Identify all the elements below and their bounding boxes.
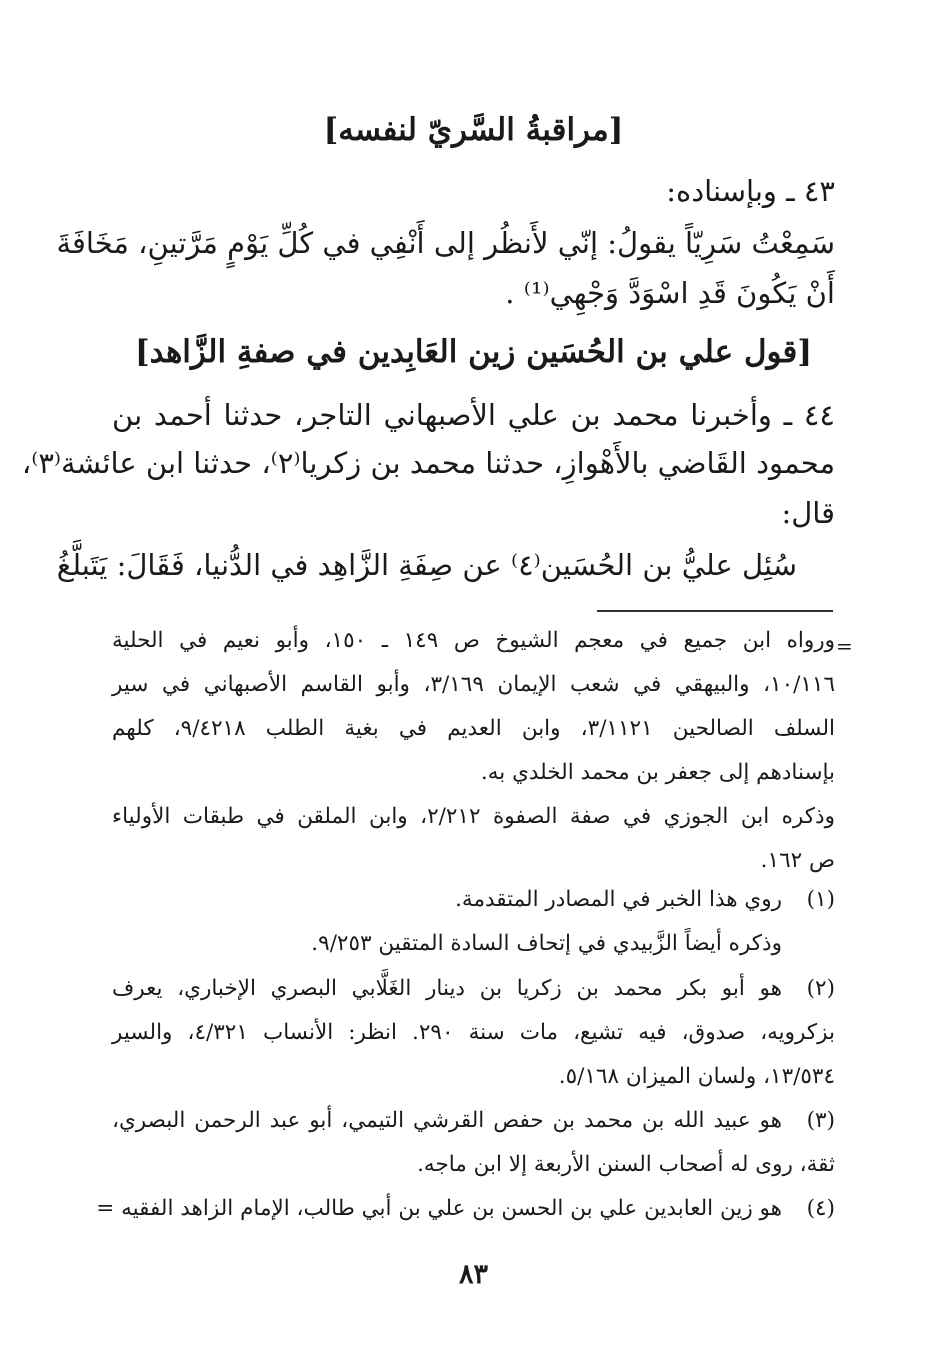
footnote-line: بإسنادهم إلى جعفر بن محمد الخلدي به. (480, 760, 835, 785)
footnote-line: ١٣/٥٣٤، ولسان الميزان ٥/١٦٨. (558, 1064, 835, 1089)
footnote-separator (597, 610, 833, 612)
narration-lead: ٤٣ ـ وبإسناده: (666, 174, 835, 208)
body-line: سُئِل عليُّ بن الحُسَين⁽٤⁾ عن صِفَةِ الزَّاهِد في الدُّنيا، فَقَالَ: يَتَبلَّغُ (56, 548, 797, 582)
continuation-marker: = (836, 634, 853, 658)
section-heading: [قول علي بن الحُسَين زين العَابِدين في صفةِ الزَّاهد] (135, 334, 812, 370)
body-line: سَمِعْتُ سَرِيّاً يقولُ: إنّي لأَنظُر إلى أَنْفِي في كُلِّ يَوْمٍ مَرَّتينِ، مَخَافَةَ (56, 226, 835, 260)
body-line: محمود القَاضي بالأَهْوازِ، حدثنا محمد بن زكريا⁽٢⁾، حدثنا ابن عائشة⁽٣⁾، (21, 446, 835, 480)
body-line: ٤٤ ـ وأخبرنا محمد بن علي الأصبهاني التاجر، حدثنا أحمد بن (112, 398, 835, 432)
footnote-number: (٤) (806, 1196, 835, 1221)
footnote-line: هو زين العابدين علي بن الحسن بن علي بن أبي طالب، الإمام الزاهد الفقيه = (96, 1196, 782, 1221)
footnote-line: روي هذا الخبر في المصادر المتقدمة. (455, 887, 782, 912)
footnote-line: هو أبو بكر محمد بن زكريا بن دينار الغَلَّابي البصري الإخباري، يعرف (112, 976, 782, 1001)
page-number: ٨٣ (458, 1259, 488, 1290)
section-heading: [مراقبةُ السَّريّ لنفسه] (323, 112, 624, 148)
footnote-line: وذكره أيضاً الزَّبيدي في إتحاف السادة المتقين ٩/٢٥٣. (311, 931, 782, 956)
footnote-number: (٢) (806, 976, 835, 1001)
footnote-line: ١٠/١١٦، والبيهقي في شعب الإيمان ٣/١٦٩، وأبو القاسم الأصبهاني في سير (112, 672, 835, 697)
footnote-line: ورواه ابن جميع في معجم الشيوخ ص ١٤٩ ـ ١٥٠، وأبو نعيم في الحلية (112, 628, 835, 653)
body-line: أَنْ يَكُونَ قَدِ اسْوَدَّ وَجْهِي⁽¹⁾ . (505, 276, 835, 310)
footnote-line: بزكرويه، صدوق، فيه تشيع، مات سنة ٢٩٠. انظر: الأنساب ٤/٣٢١، والسير (112, 1020, 835, 1045)
footnote-line: وذكره ابن الجوزي في صفة الصفوة ٢/٢١٢، وابن الملقن في طبقات الأولياء (112, 804, 835, 829)
footnote-number: (٣) (806, 1108, 835, 1133)
footnote-line: ثقة، روى له أصحاب السنن الأربعة إلا ابن ماجه. (417, 1152, 835, 1177)
footnote-line: السلف الصالحين ٣/١١٢١، وابن العديم في بغية الطلب ٩/٤٢١٨، كلهم (112, 716, 836, 741)
body-line: قال: (781, 496, 835, 530)
footnote-number: (١) (806, 887, 835, 912)
footnote-line: ص ١٦٢. (760, 848, 835, 873)
footnote-line: هو عبيد الله بن محمد بن حفص القرشي التيمي، أبو عبد الرحمن البصري، (112, 1108, 782, 1133)
